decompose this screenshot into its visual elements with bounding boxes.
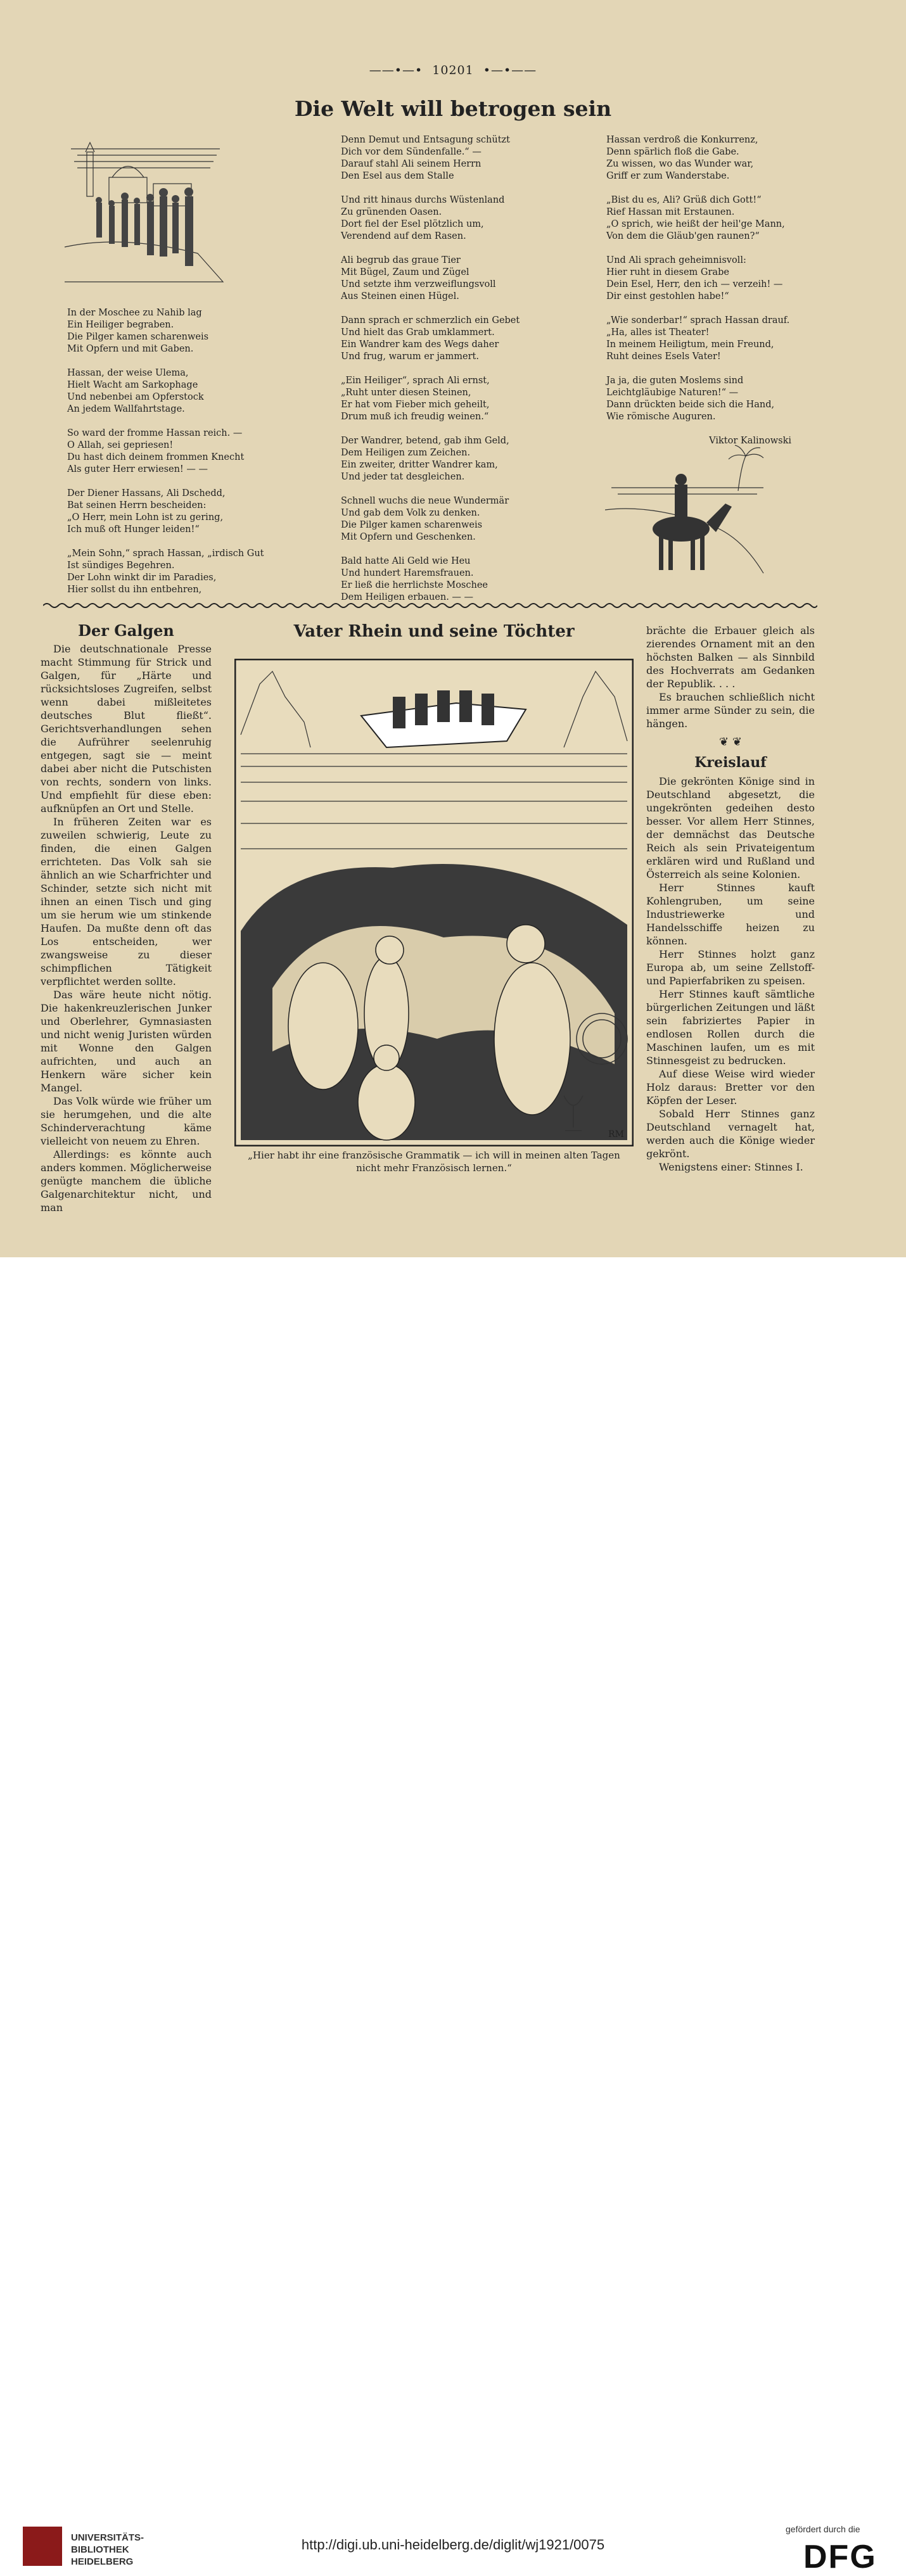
poem-line: Dem Heiligen zum Zeichen. bbox=[341, 448, 471, 458]
poem-line: Der Lohn winkt dir im Paradies, bbox=[67, 573, 217, 583]
poem-line: Mit Opfern und mit Gaben. bbox=[67, 344, 194, 354]
poem-line: Dir einst gestohlen habe!“ bbox=[606, 291, 729, 301]
galgen-title: Der Galgen bbox=[78, 621, 174, 640]
library-name[interactable]: UNIVERSITÄTS- BIBLIOTHEK HEIDELBERG bbox=[71, 2532, 144, 2567]
stanza bbox=[341, 134, 537, 182]
poem-column-3 bbox=[606, 134, 791, 447]
stanza bbox=[341, 255, 537, 303]
paragraph: Die deutschnationale Presse macht Stimmung für Strick und Galgen, für „Härte und rücksichtsloses Zugreifen, selbst wenn dabei mißleitetes deutsches Blut fließt“. Gerichtsverhandlungen sehen die Aufrührer seelenruhig entgegen, sagt sie — meint dabei aber nicht die Putschisten von rechts, sondern von links. Und empfiehlt für diese eben: aufknüpfen an Ort und Stelle. bbox=[41, 643, 212, 815]
poem-line: Schnell wuchs die neue Wundermär bbox=[341, 496, 509, 506]
poem-line: Er hat vom Fieber mich geheilt, bbox=[341, 400, 490, 410]
poem-line: Bat seinen Herrn bescheiden: bbox=[67, 500, 207, 511]
poem-line: Rief Hassan mit Erstaunen. bbox=[606, 207, 735, 217]
kreislauf-title: Kreislauf bbox=[694, 754, 767, 771]
poem-title: Die Welt will betrogen sein bbox=[294, 96, 612, 121]
poem-author: Viktor Kalinowski bbox=[709, 436, 791, 446]
poem-line: Ruht deines Esels Vater! bbox=[606, 352, 721, 362]
ornament-divider: ❦ ❦ bbox=[719, 735, 742, 749]
poem-line: Wie römische Auguren. bbox=[606, 412, 716, 422]
poem-line: Denn spärlich floß die Gabe. bbox=[606, 147, 739, 157]
poem-line: Hielt Wacht am Sarkophage bbox=[67, 380, 198, 390]
poem-line: In meinem Heiligtum, mein Freund, bbox=[606, 339, 774, 350]
poem-line: „Mein Sohn,“ sprach Hassan, „irdisch Gut bbox=[67, 549, 264, 559]
poem-line: Und jeder tat desgleichen. bbox=[341, 472, 465, 482]
poem-line: An jedem Wallfahrtstage. bbox=[67, 404, 185, 414]
poem-line: Denn Demut und Entsagung schützt bbox=[341, 135, 511, 145]
poem-line: Dann sprach er schmerzlich ein Gebet bbox=[341, 315, 520, 326]
paragraph: Herr Stinnes kauft Kohlengruben, um seine Industriewerke und Handelsschiffe heizen zu können. bbox=[646, 882, 815, 947]
stanza bbox=[67, 488, 257, 536]
ornament-left: ——•—• bbox=[369, 63, 423, 77]
galgen-column bbox=[41, 621, 212, 1214]
funded-by-label: gefördert durch die bbox=[786, 2524, 860, 2534]
stanza bbox=[341, 495, 537, 543]
poem-line: Griff er zum Wanderstabe. bbox=[606, 171, 730, 181]
poem-line: „O sprich, wie heißt der heil'ge Mann, bbox=[606, 219, 785, 229]
poem-line: „Ruht unter diesen Steinen, bbox=[341, 388, 471, 398]
poem-line: Dem Heiligen erbauen. — — bbox=[341, 592, 474, 602]
caption-line-1: „Hier habt ihr eine französische Grammatik — ich will in meinen alten Tagen bbox=[248, 1150, 620, 1161]
poem-line: Darauf stahl Ali seinem Herrn bbox=[341, 159, 482, 169]
rhein-caption bbox=[234, 1149, 634, 1174]
footer-bar bbox=[0, 1257, 906, 2575]
poem-line: Ali begrub das graue Tier bbox=[341, 255, 461, 265]
poem-line: Und hielt das Grab umklammert. bbox=[341, 327, 495, 338]
poem-line: Zu wissen, wo das Wunder war, bbox=[606, 159, 754, 169]
stanza bbox=[606, 375, 791, 423]
poem-line: „Wie sonderbar!“ sprach Hassan drauf. bbox=[606, 315, 790, 326]
poem-line: Er ließ die herrlichste Moschee bbox=[341, 580, 488, 590]
poem-line: Ein Heiliger begraben. bbox=[67, 320, 174, 330]
university-seal-icon bbox=[23, 2527, 62, 2566]
poem-line: Die Pilger kamen scharenweis bbox=[341, 520, 483, 530]
poem-line: Ja ja, die guten Moslems sind bbox=[606, 376, 744, 386]
paragraph: Die gekrönten Könige sind in Deutschland abgesetzt, die ungekrönten gedeihen desto besser. Vor allem Herr Stinnes, der demnächst das Deutsche Reich als sein Privateigentum erklären wird und Rußland und Österreich als seine Kolonien. bbox=[646, 775, 815, 880]
poem-line: Und gab dem Volk zu denken. bbox=[341, 508, 480, 518]
poem-line: Drum muß ich freudig weinen.“ bbox=[341, 412, 489, 422]
permalink-url[interactable]: http://digi.ub.uni-heidelberg.de/diglit/wj1921/0075 bbox=[301, 2537, 605, 2553]
poem-column-2 bbox=[341, 134, 537, 616]
paragraph: Herr Stinnes kauft sämtliche bürgerlichen Zeitungen und läßt sein fabriziertes Papier in endlosen Rollen durch die Maschinen laufen, um es mit Stinnesgeist zu bedrucken. bbox=[646, 988, 815, 1067]
poem-line: Bald hatte Ali Geld wie Heu bbox=[341, 556, 471, 566]
stanza bbox=[606, 134, 791, 182]
poem-line: Ein zweiter, dritter Wandrer kam, bbox=[341, 460, 498, 470]
paragraph: Das Volk würde wie früher um sie herumgehen, und die alte Schinderverachtung käme vielleicht von neuem zu Ehren. bbox=[41, 1095, 212, 1147]
poem-line: Und hundert Haremsfrauen. bbox=[341, 568, 474, 578]
poem-line: Mit Bügel, Zaum und Zügel bbox=[341, 267, 469, 277]
poem-line: Und frug, warum er jammert. bbox=[341, 352, 479, 362]
stanza bbox=[67, 548, 264, 596]
stanza bbox=[606, 315, 791, 363]
poem-line: O Allah, sei gepriesen! bbox=[67, 440, 174, 450]
poem-line: Als guter Herr erwiesen! — — bbox=[67, 464, 208, 474]
stanza bbox=[67, 307, 257, 355]
mosque-illustration bbox=[58, 133, 229, 288]
poem-line: Und setzte ihm verzweiflungsvoll bbox=[341, 279, 496, 289]
poem-line: Hier sollst du ihn entbehren, bbox=[67, 585, 202, 595]
paragraph: In früheren Zeiten war es zuweilen schwierig, Leute zu finden, die einen Galgen errichteten. Das Volk sah sie ähnlich an wie Scharfrichter und Schinder, setzte sich nicht mit ihnen an einen Tisch und ging um sie herum wie um stinkende Haufen. Da mußte denn oft das Los entscheiden, wer zwangsweise zu dieser schimpflichen Tätigkeit verpflichtet werden sollte. bbox=[41, 816, 212, 987]
poem-line: Den Esel aus dem Stalle bbox=[341, 171, 454, 181]
stanza bbox=[606, 194, 791, 243]
poem-line: In der Moschee zu Nahib lag bbox=[67, 308, 202, 318]
poem-line: Hassan verdroß die Konkurrenz, bbox=[606, 135, 758, 145]
stanza bbox=[67, 367, 257, 416]
paragraph: brächte die Erbauer gleich als zierendes Ornament mit an den höchsten Balken — als Sinnbild des Hochverrats am Gedanken der Republik. . . . bbox=[646, 625, 815, 690]
paragraph: Wenigstens einer: Stinnes I. bbox=[659, 1161, 803, 1173]
poem-line: „Ha, alles ist Theater! bbox=[606, 327, 710, 338]
right-column bbox=[646, 624, 815, 1174]
stanza bbox=[606, 255, 791, 303]
poem-line: „Bist du es, Ali? Grüß dich Gott!“ bbox=[606, 195, 762, 205]
stanza bbox=[341, 435, 537, 483]
poem-line: Ein Wandrer kam des Wegs daher bbox=[341, 339, 499, 350]
rhein-illustration bbox=[234, 659, 634, 1146]
poem-line: Der Wandrer, betend, gab ihm Geld, bbox=[341, 436, 509, 446]
poem-line: Du hast dich deinem frommen Knecht bbox=[67, 452, 245, 462]
poem-line: Mit Opfern und Geschenken. bbox=[341, 532, 476, 542]
stanza bbox=[67, 428, 257, 476]
poem-line: Hassan, der weise Ulema, bbox=[67, 368, 189, 378]
paragraph: Allerdings: es könnte auch anders kommen. Möglicherweise genügte manchem die übliche Galgenarchitektur nicht, und man bbox=[41, 1148, 212, 1214]
poem-line: Dein Esel, Herr, den ich — verzeih! — bbox=[606, 279, 783, 289]
stanza bbox=[341, 194, 537, 243]
paragraph: Sobald Herr Stinnes ganz Deutschland vernagelt hat, werden auch die Könige wieder gekrönt. bbox=[646, 1108, 815, 1160]
stanza bbox=[341, 315, 537, 363]
page-header bbox=[0, 63, 906, 77]
poem-line: Und ritt hinaus durchs Wüstenland bbox=[341, 195, 505, 205]
poem-line: Hier ruht in diesem Grabe bbox=[606, 267, 729, 277]
donkey-rider-illustration bbox=[605, 434, 770, 583]
section-divider bbox=[43, 600, 817, 611]
poem-line: Ist sündiges Begehren. bbox=[67, 561, 175, 571]
poem-line: Ich muß oft Hunger leiden!“ bbox=[67, 524, 200, 535]
poem-line: „O Herr, mein Lohn ist zu gering, bbox=[67, 512, 224, 523]
poem-line: Und Ali sprach geheimnisvoll: bbox=[606, 255, 746, 265]
paragraph: Auf diese Weise wird wieder Holz daraus: Bretter vor den Köpfen der Leser. bbox=[646, 1068, 815, 1107]
poem-line: Dort fiel der Esel plötzlich um, bbox=[341, 219, 484, 229]
caption-line-2: nicht mehr Französisch lernen.“ bbox=[356, 1162, 512, 1174]
poem-line: Dann drückten beide sich die Hand, bbox=[606, 400, 775, 410]
poem-line: Leichtgläubige Naturen!“ — bbox=[606, 388, 739, 398]
stanza bbox=[341, 375, 537, 423]
page-number: 10201 bbox=[432, 63, 474, 77]
paragraph: Herr Stinnes holzt ganz Europa ab, um seine Zellstoff- und Papierfabriken zu speisen. bbox=[646, 948, 815, 987]
poem-line: Der Diener Hassans, Ali Dschedd, bbox=[67, 488, 226, 498]
poem-line: Verendend auf dem Rasen. bbox=[341, 231, 466, 241]
newspaper-page bbox=[0, 0, 906, 1257]
rhein-title: Vater Rhein und seine Töchter bbox=[293, 622, 575, 641]
paragraph: Das wäre heute nicht nötig. Die hakenkreuzlerischen Junker und Oberlehrer, Gymnasiasten und nicht wenig Juristen würden mit Wonne den Galgen aufrichten, und auch an Henkern wäre sicher kein Mangel. bbox=[41, 989, 212, 1094]
poem-column-1 bbox=[67, 307, 264, 608]
dfg-logo[interactable]: DFG bbox=[803, 2539, 877, 2575]
stanza bbox=[341, 555, 537, 604]
poem-line: So ward der fromme Hassan reich. — bbox=[67, 428, 243, 438]
poem-line: „Ein Heiliger“, sprach Ali ernst, bbox=[341, 376, 490, 386]
paragraph: Es brauchen schließlich nicht immer arme Sünder zu sein, die hängen. bbox=[646, 691, 815, 730]
ornament-right: •—•—— bbox=[483, 63, 537, 77]
poem-line: Zu grünenden Oasen. bbox=[341, 207, 442, 217]
poem-line: Von dem die Gläub'gen raunen?“ bbox=[606, 231, 760, 241]
poem-line: Und nebenbei am Opferstock bbox=[67, 392, 204, 402]
poem-line: Dich vor dem Sündenfalle.“ — bbox=[341, 147, 482, 157]
poem-line: Die Pilger kamen scharenweis bbox=[67, 332, 209, 342]
illustration-signature: RM bbox=[608, 1129, 624, 1139]
poem-line: Aus Steinen einen Hügel. bbox=[341, 291, 459, 301]
